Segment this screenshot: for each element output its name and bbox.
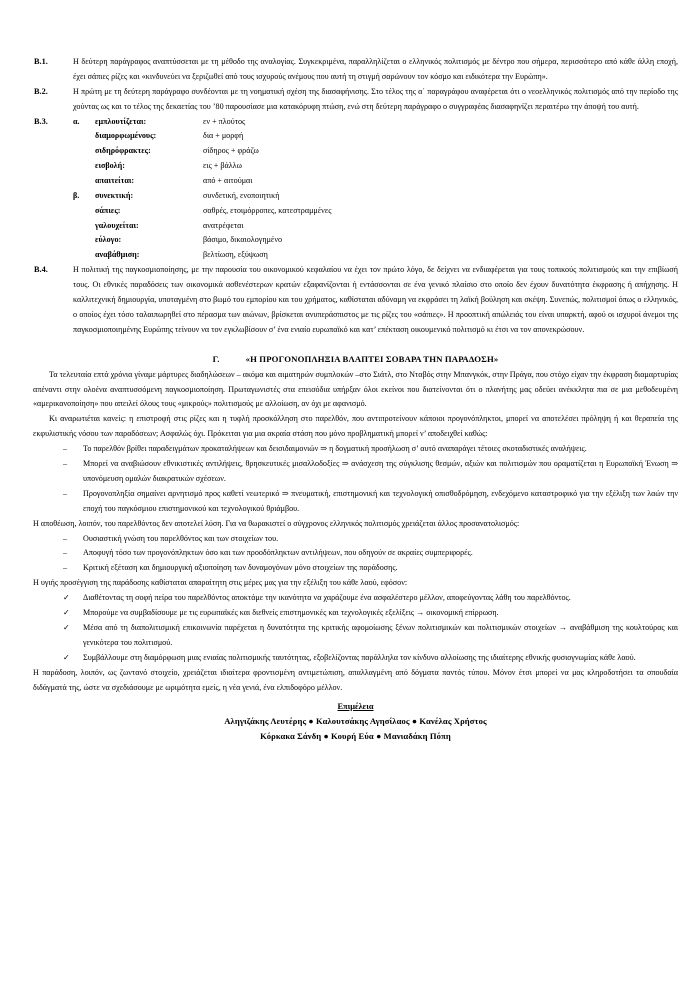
answer-b3-label: B.3. bbox=[34, 116, 48, 126]
answer-b2 bbox=[33, 85, 678, 115]
list-item-text: Ουσιαστική γνώση του παρελθόντος και των στοιχείων του. bbox=[83, 533, 279, 543]
vocab-definition: συνδετική, ενοποιητική bbox=[203, 190, 280, 200]
vocab-table-beta bbox=[95, 189, 331, 263]
answer-b4-label: B.4. bbox=[34, 265, 48, 275]
answer-b1-label: B.1. bbox=[34, 57, 48, 66]
vocab-term: αναβάθμιση: bbox=[95, 250, 140, 260]
gamma-paragraph-1: Τα τελευταία επτά χρόνια γίναμε μάρτυρες διαδηλώσεων – ακόμα και αιματηρών συμπλοκών –στο Σιάτλ, στο Νταβός στην Μπανγκόκ, στην Πράγα, που στόχο είχαν την έκφραση διαμαρτυρίας απέναντι στην ολοένα αναπτυσσόμενη παγκοσμιοποίηση. Πρωταγωνιστές στα επεισόδια υπήρξαν όλοι εκείνοι που διατείνονται ότι ο πλανήτης μας οδεύει ανέκκλητα πια σε μια μεθοδευμένη «αμερικανοποίηση» που απειλεί όλους τους «μικρούς» πολιτισμούς με αλλοίωση, αν όχι με αφανισμό. bbox=[33, 369, 678, 409]
dash-list-1 bbox=[33, 442, 678, 517]
credits-line-2: Κόρκακα Σάνδη ● Κουρή Εύα ● Μανιαδάκη Πόπη bbox=[260, 730, 451, 741]
credits-title: Επιμέλεια bbox=[337, 701, 374, 711]
dash-bullet-icon: – bbox=[63, 563, 68, 573]
vocab-definition: δια + μορφή bbox=[203, 131, 244, 141]
list-item-text: Μπορεί να αναβιώσουν εθνικιστικές αντιλήψεις, θρησκευτικές μισαλλοδοξίες ⇒ ανάσχεση της σύγκλισης θεσμών, αξιών και πολιτισμών που οραματίζεται η Ευρωπαϊκή Ένωση ⇒ υπονόμευση ομαλών διακρατικών σχέσεων. bbox=[83, 459, 678, 483]
dash-bullet-icon: – bbox=[63, 488, 68, 498]
vocab-row bbox=[95, 204, 331, 219]
list-item bbox=[33, 532, 678, 547]
vocab-group-alpha-letter: α. bbox=[73, 116, 80, 126]
answer-b1-text: Η δεύτερη παράγραφος αναπτύσσεται με τη μέθοδο της αναλογίας. Συγκεκριμένα, παραλληλίζεται ο ελληνικός πολιτισμός με δέντρο που σήμερα, περισσότερο από κάθε άλλη εποχή, έχει σάπιες ρίζες και «κινδυνεύει να ξεριζωθεί από τους ισχυρούς ανέμους που αυτή τη στιγμή σαρώνουν τον κόσμο και ειδικότερα την Ευρώπη». bbox=[73, 57, 678, 81]
section-gamma-heading bbox=[33, 352, 678, 367]
check-bullet-icon: ✓ bbox=[63, 623, 70, 632]
vocab-row bbox=[95, 174, 259, 189]
list-item bbox=[33, 487, 678, 517]
list-item bbox=[33, 651, 678, 666]
answer-b1 bbox=[33, 55, 678, 85]
list-item-text: Κριτική εξέταση και δημιουργική αξιοποίηση των δυναμογόνων μόνο στοιχείων της παράδοσης. bbox=[83, 563, 398, 573]
list-item bbox=[33, 591, 678, 606]
vocab-definition: ανατρέφεται bbox=[203, 220, 244, 230]
answer-b2-text: Η πρώτη με τη δεύτερη παράγραφο συνδέονται με τη νοηματική σχέση της διασαφήνισης. Στο τέλος της α΄ παραγράφου αναφέρεται ότι ο νεοελληνικός πολιτισμός από την περίοδο της χούντας ως και το τέλος της δεκαετίας του ’80 παρουσίασε μια κατακόρυφη πτώση, ενώ στη δεύτερη παράγραφο ο συγγραφέας διασαφηνίζει περαιτέρω την άποψή του αυτή. bbox=[73, 86, 678, 111]
vocab-row bbox=[95, 219, 331, 234]
vocab-term: εύλογο: bbox=[95, 235, 122, 245]
check-list bbox=[33, 591, 678, 666]
gamma-paragraph-2: Κι αναρωτιέται κανείς: η επιστροφή στις ρίζες και η τυφλή προσκόλληση στο παρελθόν, που αντιπροτείνουν κάποιοι προγονόπληκτοι, μπορεί να αποτελέσει πρόληψη ή και θεραπεία της εκφυλιστικής νόσου των παραδόσεων; Ασφαλώς όχι. Πρόκειται για μια ακραία στάση που μόνο προβληματική μπορεί ν’ αποδειχθεί καθώς: bbox=[33, 414, 678, 439]
gamma-paragraph-3: Η αποθέωση, λοιπόν, του παρελθόντος δεν αποτελεί λύση. Για να θωρακιστεί ο σύγχρονος ελληνικός πολιτισμός χρειάζεται άλλος προσανατολισμός: bbox=[33, 518, 520, 528]
vocab-term: σάπιες: bbox=[95, 205, 121, 215]
vocab-definition: σαθρές, ετοιμόρροπες, κατεστραμμένες bbox=[203, 205, 332, 215]
gamma-closing-paragraph: Η παράδοση, λοιπόν, ως ζωντανό στοιχείο, χρειάζεται ιδιαίτερα φροντισμένη αντιμετώπιση, απαλλαγμένη από δόγματα παντός τύπου. Μόνον έτσι μπορεί να μας κληροδοτήσει τα σπουδαία διδάγματά της, ώστε να σχεδιάσουμε με ωριμότητα εμείς, η νέα γενιά, ένα ελπιδοφόρο μέλλον. bbox=[33, 667, 678, 692]
gamma-paragraph-4: Η υγιής προσέγγιση της παράδοσης καθίσταται απαραίτητη στις μέρες μας για την εξέλιξη του κάθε λαού, εφόσον: bbox=[33, 578, 408, 588]
vocab-term: γαλουχείται: bbox=[95, 220, 139, 230]
list-item bbox=[33, 546, 678, 561]
answer-b3 bbox=[33, 115, 678, 263]
vocab-group-beta-letter: β. bbox=[73, 190, 80, 200]
list-item bbox=[33, 606, 678, 621]
vocab-term: εισβολή: bbox=[95, 161, 125, 171]
section-gamma-title: «Η ΠΡΟΓΟΝΟΠΛΗΞΙΑ ΒΛΑΠΤΕΙ ΣΟΒΑΡΑ ΤΗΝ ΠΑΡΑΔΟΣΗ» bbox=[245, 353, 499, 364]
list-item-text: Αποφυγή τόσο των προγονόπληκτων όσο και των προοδόπληκτων αντιλήψεων, που οδηγούν σε ακραίες συμπεριφορές. bbox=[83, 548, 473, 558]
vocab-group-alpha bbox=[73, 115, 678, 189]
vocab-row bbox=[95, 115, 259, 130]
answer-b2-label: B.2. bbox=[34, 86, 48, 96]
vocab-term: εμπλουτίζεται: bbox=[95, 116, 147, 126]
dash-bullet-icon: – bbox=[63, 548, 68, 558]
dash-list-2 bbox=[33, 532, 678, 577]
check-bullet-icon: ✓ bbox=[63, 593, 70, 603]
list-item-text: Το παρελθόν βρίθει παραδειγμάτων προκαταλήψεων και δεισιδαιμονιών ⇒ η δογματική προσήλωση σ’ αυτό αναπαράγει τέτοιες σκοταδιστικές αναλήψεις. bbox=[83, 444, 587, 454]
vocab-definition: βάσιμο, δικαιολογημένο bbox=[203, 235, 283, 245]
vocab-row bbox=[95, 189, 331, 204]
vocab-term: σιδηρόφρακτες: bbox=[95, 146, 151, 156]
section-gamma-letter: Γ. bbox=[212, 353, 220, 364]
vocab-group-beta bbox=[73, 189, 678, 263]
vocab-row bbox=[95, 159, 259, 174]
vocab-row bbox=[95, 144, 259, 159]
vocab-row bbox=[95, 248, 331, 263]
list-item-text: Προγονοπληξία σημαίνει αρνητισμό προς καθετί νεωτερικό ⇒ πνευματική, επιστημονική και τεχνολογική οπισθοδρόμηση, ενδεχόμενο καταστροφικό για την εξέλιξη των λαών την εποχή του παγκόσμιου επιστημονικού και τεχνολογικού θριάμβου. bbox=[83, 488, 678, 513]
list-item-text: Διαθέτοντας τη σοφή πείρα του παρελθόντος αποκτάμε την ικανότητα να χαράζουμε ένα ασφαλέστερο μέλλον, αποφεύγοντας λάθη του παρελθόντος. bbox=[83, 593, 571, 603]
check-bullet-icon: ✓ bbox=[63, 608, 70, 618]
vocab-term: απαιτείται: bbox=[95, 176, 135, 185]
list-item-text: Συμβάλλουμε στη διαμόρφωση μιας ενιαίας πολιτισμικής ταυτότητας, εξοβελίζοντας παράλληλα τον κίνδυνο αλλοίωσης της ιδιαίτερης εθνικής φυσιογνωμίας κάθε λαού. bbox=[83, 652, 636, 662]
dash-bullet-icon: – bbox=[63, 444, 68, 454]
list-item bbox=[33, 457, 678, 487]
list-item-text: Μπορούμε να συμβαδίσουμε με τις ευρωπαϊκές και διεθνείς επιστημονικές και τεχνολογικές εξελίξεις → οικονομική επίρρωση. bbox=[83, 608, 499, 618]
list-item bbox=[33, 621, 678, 651]
answer-b3-body bbox=[73, 115, 678, 263]
vocab-row bbox=[95, 233, 331, 248]
dash-bullet-icon: – bbox=[63, 459, 68, 469]
vocab-table-alpha bbox=[95, 115, 259, 189]
credits-line-1: Αληγιζάκης Λευτέρης ● Καλουτσάκης Αγησίλαος ● Κανέλας Χρήστος bbox=[224, 715, 487, 726]
check-bullet-icon: ✓ bbox=[63, 652, 70, 662]
vocab-definition: εν + πλούτος bbox=[203, 116, 246, 126]
list-item bbox=[33, 561, 678, 576]
list-item bbox=[33, 442, 678, 457]
dash-bullet-icon: – bbox=[63, 533, 68, 543]
vocab-definition: εις + βάλλω bbox=[203, 161, 242, 171]
list-item-text: Μέσα από τη διαπολιτισμική επικοινωνία παρέχεται η δυνατότητα της κριτικής αφομοίωσης ξένων πολιτισμικών και πολιτισμικών στοιχείων → αναβάθμιση της κουλτούρας και γενικότερα του πολιτισμού. bbox=[83, 623, 678, 647]
vocab-row bbox=[95, 129, 259, 144]
vocab-term: διαμορφωμένους: bbox=[95, 131, 157, 141]
answer-b4 bbox=[33, 263, 678, 338]
vocab-term: συνεκτική: bbox=[95, 190, 134, 200]
vocab-definition: βελτίωση, εξύψωση bbox=[203, 250, 268, 260]
answer-b4-text: Η πολιτική της παγκοσμιοποίησης, με την παρουσία του οικονομικού κεφαλαίου να έχει τον πρώτο λόγο, δε δείχνει να ενδιαφέρεται για τους τοπικούς πολιτισμούς και την επιβίωσή τους. Οι εθνικές παραδόσεις των οικονομικά ασθενέστερων κρατών εξαφανίζονται ή εντάσσονται σε ένα γενικό πλαίσιο στο οποίο δεν έχουν δυνατότητα έκφρασης ή απήχησης. Η καλλιτεχνική δημιουργία, υποταγμένη στο βωμό του εμπορίου και του χρήματος, καθίσταται αδύναμη να εκφράσει τη λαϊκή βούληση και σκέψη. Συνεπώς, πολιτισμοί όπως ο ελληνικός, ο οποίος έχει τόσο ταλαιπωρηθεί στο πέρασμα των αιώνων, βρίσκεται ανυπεράσπιστος με τις ρίζες του «σάπιες». Η προοπτική απώλειάς του είναι υπαρκτή, αφού οι ισχυροί άνεμοι της παγκοσμιοποιημένης Ευρώπης τείνουν να τον εγκλωβίσουν σ’ ένα ενιαίο ευρωπαϊκό και κατ’ επέκταση οικουμενικό πολιτισμό κι έτσι να τον απονεκρώσουν. bbox=[73, 265, 678, 334]
vocab-definition: από + αιτούμαι bbox=[203, 176, 253, 185]
vocab-definition: σίδηρος + φράζω bbox=[203, 146, 259, 156]
